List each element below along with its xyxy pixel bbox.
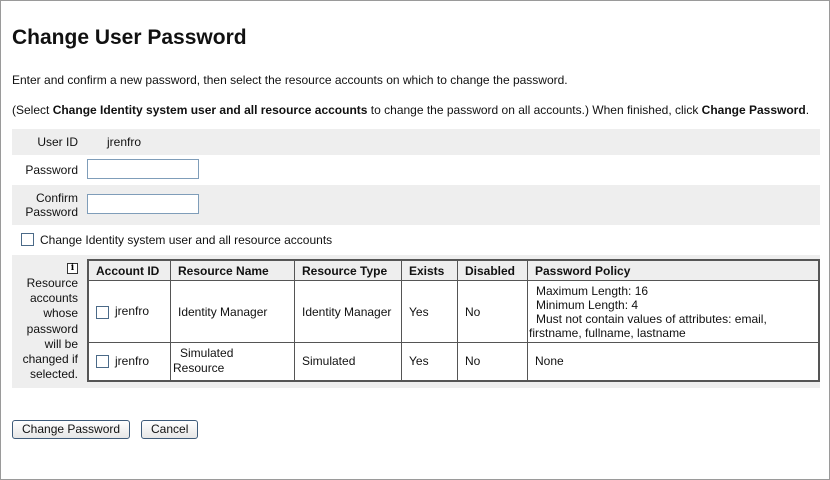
policy-line: firstname, fullname, lastname [529,325,686,340]
instruction-text: Enter and confirm a new password, then select the resource accounts on which to change the password. [12,73,568,87]
exists-cell: Yes [402,343,458,381]
accounts-label-line: whose [43,306,78,321]
column-header-disabled: Disabled [458,260,528,281]
password-label: Password [25,163,78,177]
confirm-label-line2: Password [25,205,78,219]
policy-line: Must not contain values of attributes: email, [536,311,767,326]
accounts-label-line: password [26,321,78,336]
accounts-label-line: Resource [26,276,78,290]
table-header-row [88,260,819,281]
accounts-label-line: will be [44,336,78,351]
user-id-value: jrenfro [107,135,142,149]
confirm-password-label [25,191,78,219]
change-all-label: Change Identity system user and all resource accounts [40,233,333,247]
exists-cell: Yes [402,281,458,343]
column-header-resource-name: Resource Name [171,260,295,281]
instruction-2-bold-button: Change Password [701,103,806,117]
resource-name-line: Resource [173,361,225,376]
resource-accounts-label [14,276,78,382]
user-id-row [12,129,820,155]
policy-line: Maximum Length: 16 [536,283,649,298]
instruction-2-middle: to change the password on all accounts.) When finished, click [367,103,702,117]
change-password-button[interactable]: Change Password [12,420,130,439]
disabled-cell: No [458,343,528,381]
account-select-checkbox[interactable] [96,306,109,319]
instruction-2-suffix: . [805,103,810,117]
resource-name-line: Simulated [180,346,234,361]
accounts-label-line: changed if [22,352,78,367]
account-id-cell [88,281,171,343]
resource-type-cell: Simulated [295,343,402,381]
page-title: Change User Password [12,26,247,49]
password-policy-cell [528,281,820,343]
cancel-button[interactable]: Cancel [141,420,198,439]
instruction-2-prefix: (Select [12,103,53,117]
instruction-text-2 [12,103,809,117]
confirm-password-field[interactable] [87,194,199,214]
user-id-label: User ID [37,135,78,149]
instruction-2-bold-option: Change Identity system user and all resource accounts [52,103,368,117]
resource-name-cell [171,343,295,381]
account-id-value: jrenfro [115,304,150,319]
info-icon[interactable]: i [67,263,78,274]
password-field[interactable] [87,159,199,179]
disabled-cell: No [458,281,528,343]
account-select-checkbox[interactable] [96,355,109,368]
resource-type-cell: Identity Manager [295,281,402,343]
policy-line: Minimum Length: 4 [536,297,639,312]
table-row [88,281,819,343]
resource-accounts-table [87,259,820,382]
account-id-cell [88,343,171,381]
accounts-label-line: accounts [29,291,78,306]
column-header-password-policy: Password Policy [528,260,820,281]
account-id-value: jrenfro [115,354,150,369]
column-header-exists: Exists [402,260,458,281]
change-all-checkbox[interactable] [21,233,34,246]
password-policy-cell: None [528,343,820,381]
resource-accounts-section [12,255,820,388]
accounts-label-line: selected. [29,367,78,382]
password-row [12,155,820,184]
column-header-account-id: Account ID [88,260,171,281]
column-header-resource-type: Resource Type [295,260,402,281]
table-row [88,343,819,381]
confirm-label-line1: Confirm [35,191,78,205]
resource-name-cell: Identity Manager [171,281,295,343]
confirm-password-row [12,185,820,225]
